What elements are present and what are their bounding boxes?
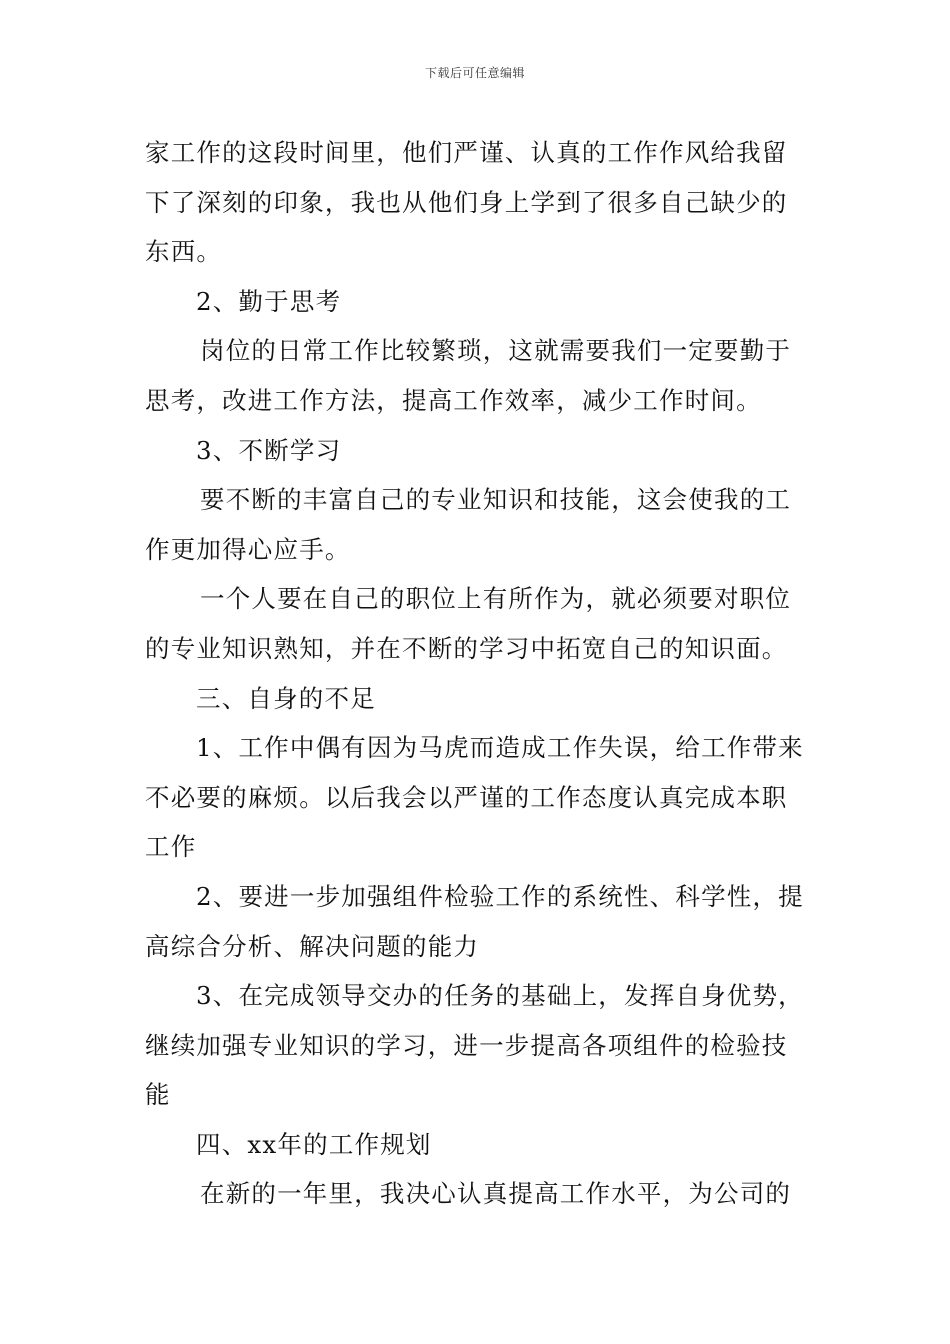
heading-think-diligently: 2、勤于思考 [196, 286, 342, 316]
page-header: 下载后可任意编辑 [424, 66, 525, 80]
paragraph-shortcoming-1: 1、工作中偶有因为马虎而造成工作失误，给工作带来不必要的麻烦。以后我会以严谨的工作态度认真完成本职工作 [145, 733, 804, 862]
paragraph-shortcoming-3: 3、在完成领导交办的任务的基础上，发挥自身优势，继续加强专业知识的学习，进一步提高各项组件的检验技能 [145, 981, 804, 1110]
paragraph-think: 岗位的日常工作比较繁琐，这就需要我们一定要勤于思考，改进工作方法，提高工作效率，减少工作时间。 [145, 336, 792, 415]
paragraph-continuation: 家工作的这段时间里，他们严谨、认真的工作作风给我留下了深刻的印象，我也从他们身上学到了很多自己缺少的东西。 [145, 138, 788, 267]
document-body [145, 128, 810, 1219]
heading-keep-learning: 3、不断学习 [196, 435, 342, 465]
paragraph-professional-knowledge: 一个人要在自己的职位上有所作为，就必须要对职位的专业知识熟知，并在不断的学习中拓宽自己的知识面。 [145, 584, 792, 663]
paragraph-shortcoming-2: 2、要进一步加强组件检验工作的系统性、科学性，提高综合分析、解决问题的能力 [145, 881, 804, 961]
paragraph-learning: 要不断的丰富自己的专业知识和技能，这会使我的工作更加得心应手。 [145, 485, 792, 564]
heading-shortcomings: 三、自身的不足 [196, 683, 376, 713]
heading-work-plan: 四、xx年的工作规划 [196, 1129, 432, 1159]
paragraph-work-plan: 在新的一年里，我决心认真提高工作水平，为公司的 [200, 1179, 792, 1209]
